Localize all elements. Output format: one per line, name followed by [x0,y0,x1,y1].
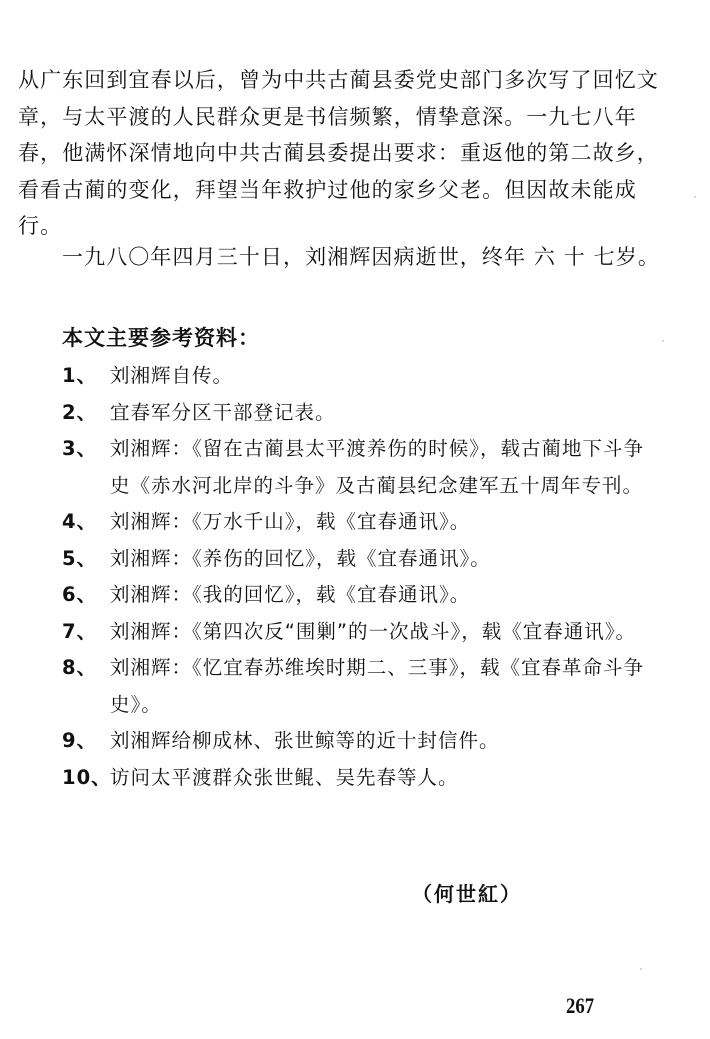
reference-item [62,541,662,578]
reference-text: 刘湘辉：《我的回忆》，载《宜春通讯》。 [110,583,471,606]
reference-number: 9、 [62,729,98,752]
scan-speck [694,196,696,198]
reference-text: 宜春军分区干部登记表。 [110,400,336,424]
reference-item [62,614,662,651]
reference-item [62,504,662,541]
references-list [62,358,662,796]
reference-number: 4、 [62,510,98,533]
scan-speck [662,340,664,342]
reference-number: 5、 [62,546,98,570]
reference-text: 刘湘辉：《忆宜春苏维埃时期二、三事》，载《宜春革命斗争史》。 [110,656,645,716]
reference-item [62,395,662,432]
reference-number: 10、 [62,765,112,789]
reference-item [62,431,662,504]
page-number: 267 [566,993,595,1018]
reference-text: 刘湘辉：《留在古蔺县太平渡养伤的时候》，载古蔺地下斗争史《赤水河北岸的斗争》及古蔺县纪念建军五十周年专刊。 [110,437,645,497]
reference-item [62,358,662,395]
reference-item [62,723,662,760]
reference-item [62,577,662,614]
body-paragraph-1: 从广东回到宜春以后，曾为中共古蔺县委党史部门多次写了回忆文章，与太平渡的人民群众更是书信频繁，情挚意深。一九七八年春，他满怀深情地向中共古蔺县委提出要求：重返他的第二故乡，看看古蔺的变化，拜望当年救护过他的家乡父老。但因故未能成行。 [18,68,659,238]
reference-number: 7、 [62,619,98,643]
reference-number: 1、 [62,364,98,387]
reference-item [62,760,662,797]
reference-text: 刘湘辉：《第四次反“围剿”的一次战斗》，载《宜春通讯》。 [110,619,636,643]
reference-text: 刘湘辉：《万水千山》，载《宜春通讯》。 [110,510,471,533]
references-heading: 本文主要参考资料： [62,325,260,350]
reference-text: 刘湘辉自传。 [110,364,234,387]
reference-text: 访问太平渡群众张世鲲、吴先春等人。 [110,765,459,789]
reference-number: 8、 [62,656,98,679]
reference-item [62,650,662,723]
scan-speck [640,968,642,970]
body-paragraph-2: 一九八〇年四月三十日，刘湘辉因病逝世，终年 六 十 七岁。 [62,245,660,269]
author-signature: （何世紅） [412,882,522,906]
reference-number: 6、 [62,583,98,606]
reference-number: 2、 [62,400,98,424]
reference-number: 3、 [62,437,98,460]
reference-text: 刘湘辉给柳成林、张世鲸等的近十封信件。 [110,729,500,752]
reference-text: 刘湘辉：《养伤的回忆》，载《宜春通讯》。 [110,546,491,570]
